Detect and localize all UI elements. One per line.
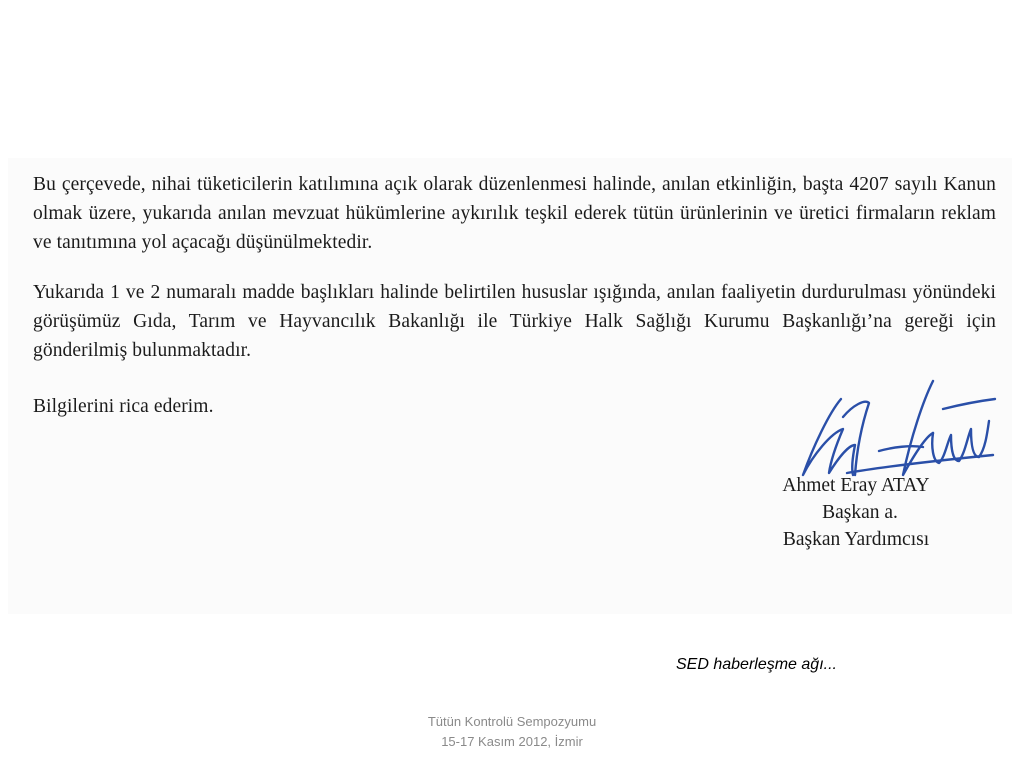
signer-title: Başkan Yardımcısı [782, 529, 930, 550]
letter-paragraph-2: Yukarıda 1 ve 2 numaralı madde başlıkları halinde belirtilen hususlar ışığında, anılan faaliyetin durdurulması yönündeki görüşümüz Gıda, Tarım ve Hayvancılık Bakanlığı ile Türkiye Halk Sağlığı Kurumu Başkanlığı’na gereği için gönderilmiş bulunmaktadır. [33, 282, 996, 361]
signer-role: Başkan a. [822, 502, 898, 523]
signature-block [743, 472, 973, 553]
signer-name: Ahmet Eray ATAY [782, 475, 930, 496]
letter-closing: Bilgilerini rica ederim. [33, 396, 214, 417]
handwritten-signature [783, 377, 998, 481]
scanned-letter [8, 158, 1012, 614]
slide-caption: SED haberleşme ağı... [676, 656, 837, 673]
footer-event-date-place: 15-17 Kasım 2012, İzmir [441, 734, 583, 749]
slide-footer [362, 712, 662, 752]
footer-event-name: Tütün Kontrolü Sempozyumu [427, 714, 597, 729]
letter-paragraph-1: Bu çerçevede, nihai tüketicilerin katılımına açık olarak düzenlenmesi halinde, anılan etkinliğin, başta 4207 sayılı Kanun olmak üzere, yukarıda anılan mevzuat hükümlerine aykırılık teşkil ederek tütün ürünlerinin ve üretici firmaların reklam ve tanıtımına yol açacağı düşünülmektedir. [33, 174, 996, 253]
